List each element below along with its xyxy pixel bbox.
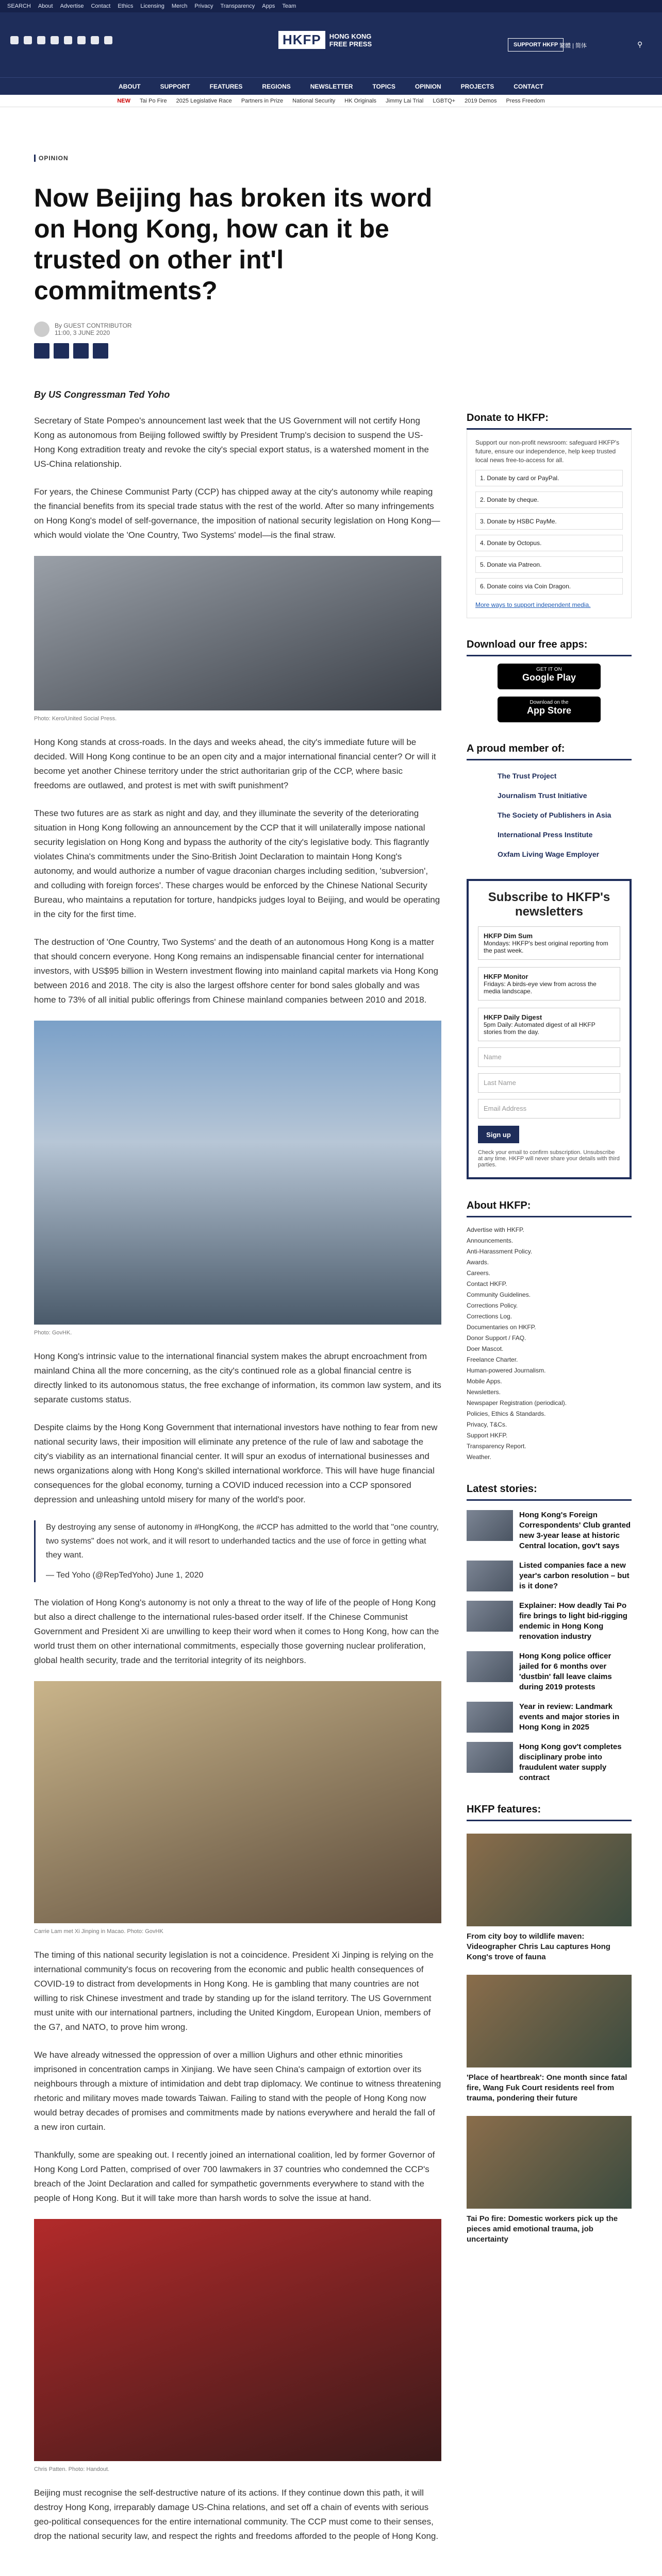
article-photo bbox=[34, 2219, 441, 2472]
nav-item[interactable]: REGIONS bbox=[262, 82, 291, 90]
name-field[interactable]: Name bbox=[478, 1047, 620, 1067]
search-icon[interactable]: ⚲ bbox=[637, 40, 643, 48]
story-title[interactable]: Hong Kong gov't completes disciplinary probe into fraudulent water supply contract bbox=[519, 1742, 622, 1782]
rss-icon[interactable] bbox=[104, 36, 112, 44]
article-photo bbox=[34, 1681, 441, 1935]
youtube-icon[interactable] bbox=[64, 36, 72, 44]
share-buttons bbox=[34, 343, 441, 359]
about-link[interactable]: Careers. bbox=[467, 1269, 491, 1277]
utility-link[interactable]: Advertise bbox=[60, 3, 84, 9]
site-logo[interactable] bbox=[278, 31, 372, 49]
about-link[interactable]: Transparency Report. bbox=[467, 1443, 526, 1450]
story-thumbnail[interactable] bbox=[467, 1702, 513, 1733]
story-title[interactable]: Hong Kong police officer jailed for 6 months over 'dustbin' fall leave claims during 2019 protests bbox=[519, 1652, 612, 1691]
paragraph: The timing of this national security legislation is not a coincidence. President Xi Jinping is relying on the international community's focus on recovering from the economic and public health consequences of COVID-19 to distract from developments in Hong Kong. He is gambling that many countries are not willing to risk Chinese investment and trade by standing up for the island territory. The US Government must unite with our international partners, including the United Kingdom, European Union, members of the G7, and NATO, to prove him wrong. bbox=[34, 1950, 434, 2032]
feature-story[interactable] bbox=[467, 2116, 632, 2245]
donate-intro: Support our non-profit newsroom: safeguard HKFP's future, ensure our independence, help keep trusted local news free-to-access for all. bbox=[475, 439, 620, 464]
topic-link[interactable]: Tai Po Fire bbox=[139, 97, 167, 104]
share-facebook-icon[interactable] bbox=[34, 343, 49, 359]
article-photo bbox=[34, 1021, 441, 1336]
donate-option[interactable]: 1. Donate by card or PayPal. bbox=[475, 470, 623, 486]
article-photo bbox=[34, 556, 441, 722]
google-play-button[interactable]: GET IT ON Google Play bbox=[498, 664, 601, 689]
paragraph: Hong Kong stands at cross-roads. In the days and weeks ahead, the city's immediate future will be decided. Will Hong Kong continue to be an open city and a major international financial center? Or will it become yet another Chinese territory under the strict authoritarian grip of the CCP, where basic freedoms are outlawed, and protest is met with swift punishment? bbox=[34, 737, 436, 790]
utility-link[interactable]: Merch bbox=[171, 3, 188, 9]
about-link[interactable]: Community Guidelines. bbox=[467, 1291, 531, 1298]
logo-text: HONG KONG FREE PRESS bbox=[329, 32, 372, 48]
paragraph: Despite claims by the Hong Kong Government that international investors have nothing to fear from new national security laws, their imposition will eliminate any pretence of the rule of law and sabotage the city's viability as an international financial center. It will spur an exodus of international businesses and news organizations along with Hong Kong's skilled international workforce. This will have huge financial consequences for the global economy, turning a COVID induced recession into a CCP sponsored depression and unleashing untold misery for many of the world's poor. bbox=[34, 1422, 438, 1504]
avatar bbox=[34, 321, 49, 337]
member-logo[interactable]: Journalism Trust Initiative bbox=[498, 791, 587, 800]
story-title[interactable]: Hong Kong's Foreign Correspondents' Club granted new 3-year lease at historic Central location, gov't says bbox=[519, 1511, 631, 1550]
about-link[interactable]: Announcements. bbox=[467, 1237, 514, 1244]
topic-link[interactable]: National Security bbox=[292, 97, 336, 104]
about-link[interactable]: Privacy, T&Cs. bbox=[467, 1421, 507, 1428]
support-button[interactable]: SUPPORT HKFP bbox=[508, 38, 564, 52]
last-name-field[interactable]: Last Name bbox=[478, 1073, 620, 1093]
newsletter-option[interactable]: HKFP Dim Sum Mondays: HKFP's best original reporting from the past week. bbox=[478, 926, 620, 960]
tweet-text: By destroying any sense of autonomy in #HongKong, the #CCP has admitted to the world that "one country, two systems" does not work, and it will resort to underhanded tactics and the use of force in getting what they want. bbox=[46, 1523, 439, 1560]
utility-link[interactable]: Transparency bbox=[220, 3, 255, 9]
about-link[interactable]: Weather. bbox=[467, 1453, 491, 1461]
facebook-icon[interactable] bbox=[24, 36, 32, 44]
utility-link[interactable]: SEARCH bbox=[7, 3, 31, 9]
signup-button[interactable]: Sign up bbox=[478, 1126, 519, 1143]
donate-option[interactable]: 4. Donate by Octopus. bbox=[475, 535, 623, 551]
donate-option[interactable]: 5. Donate via Patreon. bbox=[475, 556, 623, 573]
logo-mark: HKFP bbox=[278, 31, 325, 49]
paragraph: The violation of Hong Kong's autonomy is not only a threat to the way of life of the people of Hong Kong but also a direct challenge to the international rules-based order itself. If the Chinese Communist Government and President Xi are unwilling to keep their word when it comes to Hong Kong, how can the world trust them on other international commitments, especially those governing nuclear proliferation, global health security, trade and the territorial integrity of its neighbors. bbox=[34, 1598, 439, 1665]
story-title[interactable]: Explainer: How deadly Tai Po fire brings to light bid-rigging endemic in Hong Kong renovation industry bbox=[519, 1601, 627, 1641]
nav-item[interactable]: OPINION bbox=[415, 82, 441, 90]
feature-image[interactable] bbox=[467, 2116, 632, 2209]
member-logo[interactable]: Oxfam Living Wage Employer bbox=[498, 850, 600, 858]
nav-item[interactable]: ABOUT bbox=[118, 82, 141, 90]
sidebar bbox=[467, 412, 632, 2245]
nav-item[interactable]: SUPPORT bbox=[160, 82, 190, 90]
topic-link[interactable]: 2025 Legislative Race bbox=[176, 97, 232, 104]
utility-link[interactable]: About bbox=[38, 3, 53, 9]
newsletter-box bbox=[467, 879, 632, 1179]
newsletter-note: Check your email to confirm subscription. Unsubscribe at any time. HKFP will never share your details with third parties. bbox=[478, 1149, 620, 1168]
social-icons bbox=[10, 36, 112, 44]
publish-date: 11:00, 3 JUNE 2020 bbox=[55, 329, 110, 336]
article bbox=[34, 155, 441, 2544]
about-link[interactable]: Contact HKFP. bbox=[467, 1280, 507, 1287]
about-link[interactable]: Support HKFP. bbox=[467, 1432, 508, 1439]
about-link[interactable]: Donor Support / FAQ. bbox=[467, 1334, 526, 1342]
newsletter-option[interactable]: HKFP Monitor Fridays: A birds-eye view from across the media landscape. bbox=[478, 967, 620, 1001]
features-title: HKFP features: bbox=[467, 1804, 632, 1821]
member-logo[interactable]: The Trust Project bbox=[498, 772, 557, 780]
donate-option[interactable]: 6. Donate coins via Coin Dragon. bbox=[475, 578, 623, 595]
about-link[interactable]: Human-powered Journalism. bbox=[467, 1367, 546, 1374]
latest-story[interactable] bbox=[467, 1510, 632, 1551]
feature-title[interactable]: From city boy to wildlife maven: Videographer Chris Lau captures Hong Kong's trove of fauna bbox=[467, 1932, 610, 1961]
feature-story[interactable] bbox=[467, 1975, 632, 2104]
paragraph: We have already witnessed the oppression of over a million Uighurs and other ethnic minorities imprisoned in concentration camps in Xinjiang. We have seen China's campaign of extortion over its neighbours through a mixture of intimidation and debt trap diplomacy. We continue to witness threatening rhetoric and military moves made towards Taiwan. Failing to stand with the people of Hong Kong now would betray decades of promises and commitments made by nations everywhere and herald the fall of a new iron curtain. bbox=[34, 2050, 441, 2132]
latest-story[interactable] bbox=[467, 1651, 632, 1692]
nav-item[interactable]: FEATURES bbox=[209, 82, 243, 90]
latest-story[interactable] bbox=[467, 1561, 632, 1591]
apps-title: Download our free apps: bbox=[467, 639, 632, 656]
story-thumbnail[interactable] bbox=[467, 1651, 513, 1682]
about-link[interactable]: Anti-Harassment Policy. bbox=[467, 1248, 533, 1255]
latest-story[interactable] bbox=[467, 1601, 632, 1642]
utility-link[interactable]: Privacy bbox=[194, 3, 213, 9]
feature-image[interactable] bbox=[467, 1834, 632, 1926]
utility-link[interactable]: Contact bbox=[91, 3, 111, 9]
photo-caption: Photo: GovHK. bbox=[34, 1330, 72, 1336]
instagram-icon[interactable] bbox=[37, 36, 45, 44]
photo-caption: Carrie Lam met Xi Jinping in Macao. Photo: GovHK bbox=[34, 1928, 163, 1935]
topic-link[interactable]: Press Freedom bbox=[506, 97, 545, 104]
latest-story[interactable] bbox=[467, 1742, 632, 1783]
article-category[interactable]: OPINION bbox=[34, 155, 441, 162]
feature-title[interactable]: 'Place of heartbreak': One month since fatal fire, Wang Fuk Court residents reel from trauma, pondering their future bbox=[467, 2073, 627, 2103]
nav-item[interactable]: PROJECTS bbox=[460, 82, 494, 90]
paragraph: Thankfully, some are speaking out. I recently joined an international coalition, led by former Governor of Hong Kong Lord Patten, comprised of over 700 lawmakers in 37 countries who condemned the CCP's breach of the Joint Declaration and called for sympathetic governments everywhere to stand with the people of Hong Kong. But it will take more than harsh words to solve the issue at hand. bbox=[34, 2150, 435, 2203]
nav-item[interactable]: TOPICS bbox=[372, 82, 395, 90]
share-email-icon[interactable] bbox=[93, 343, 108, 359]
main-nav bbox=[0, 77, 662, 95]
topic-nav bbox=[0, 95, 662, 107]
story-thumbnail[interactable] bbox=[467, 1510, 513, 1541]
utility-link[interactable]: Apps bbox=[262, 3, 275, 9]
top-bar bbox=[0, 0, 662, 77]
story-title[interactable]: Year in review: Landmark events and major stories in Hong Kong in 2025 bbox=[519, 1702, 620, 1732]
utility-link[interactable]: Licensing bbox=[140, 3, 164, 9]
member-logo[interactable]: International Press Institute bbox=[498, 831, 593, 839]
about-link[interactable]: Mobile Apps. bbox=[467, 1378, 502, 1385]
linkedin-icon[interactable] bbox=[91, 36, 99, 44]
byline bbox=[34, 321, 441, 337]
threads-icon[interactable] bbox=[51, 36, 59, 44]
feature-title[interactable]: Tai Po fire: Domestic workers pick up the pieces amid emotional trauma, job uncertainty bbox=[467, 2214, 618, 2244]
language-switcher[interactable]: 繁體 | 简体 bbox=[559, 43, 587, 49]
new-badge: NEW bbox=[117, 97, 130, 104]
story-thumbnail[interactable] bbox=[467, 1561, 513, 1591]
utility-links bbox=[0, 0, 662, 12]
app-store-button[interactable]: Download on the App Store bbox=[498, 697, 601, 722]
donate-more-link[interactable]: More ways to support independent media. bbox=[475, 601, 591, 608]
article-title: Now Beijing has broken its word on Hong Kong, how can it be trusted on other int'l commitments? bbox=[34, 183, 433, 305]
donate-option[interactable]: 2. Donate by cheque. bbox=[475, 492, 623, 508]
about-link[interactable]: Awards. bbox=[467, 1259, 489, 1266]
utility-link[interactable]: Ethics bbox=[118, 3, 134, 9]
about-list bbox=[467, 1225, 632, 1463]
share-twitter-icon[interactable] bbox=[54, 343, 69, 359]
paragraph: Beijing must recognise the self-destructive nature of its actions. If they continue down this path, it will destroy Hong Kong, irreparably damage US-China relations, and set off a chain of events with serious geo-political consequences for the entire international community. The CCP must come to their senses, drop the national security law, and respect the rights and freedoms afforded to the people of Hong Kong. bbox=[34, 2488, 439, 2541]
twitter-icon[interactable] bbox=[10, 36, 19, 44]
about-link[interactable]: Freelance Charter. bbox=[467, 1356, 518, 1363]
share-whatsapp-icon[interactable] bbox=[73, 343, 89, 359]
topic-link[interactable]: LGBTQ+ bbox=[433, 97, 456, 104]
paragraph: For years, the Chinese Communist Party (CCP) has chipped away at the city's autonomy while reaping the financial benefits from its special trade status with the rest of the world. After so many infringements on Hong Kong's model of self-governance, the imposition of national security legislation on Hong Kong—which would violate the 'One Country, Two Systems' model—is the final straw. bbox=[34, 487, 440, 540]
paragraph: These two futures are as stark as night and day, and they illuminate the severity of the deteriorating situation in Hong Kong following an announcement by the CCP that it will unilaterally impose national security legislation on Hong Kong and bypass the authority of the city's legislative body. This flagrantly violates China's commitments under the Sino-British Joint Declaration to maintain Hong Kong's autonomy, and would authorize a number of vague draconian charges including sedition, 'subversion', and colluding with foreign forces'. These charges would be enforced by the Chinese National Security Bureau, who maintains a reputation for torture, handpicks judges loyal to Beijing, and would be operating in the city for the first time. bbox=[34, 808, 440, 919]
nav-item[interactable]: NEWSLETTER bbox=[310, 82, 353, 90]
topic-link[interactable]: 2019 Demos bbox=[465, 97, 497, 104]
feature-story[interactable] bbox=[467, 1834, 632, 1962]
about-title: About HKFP: bbox=[467, 1200, 632, 1217]
tweet-signature[interactable]: — Ted Yoho (@RepTedYoho) June 1, 2020 bbox=[46, 1571, 204, 1580]
story-thumbnail[interactable] bbox=[467, 1601, 513, 1632]
member-title: A proud member of: bbox=[467, 743, 632, 760]
author-credit: By US Congressman Ted Yoho bbox=[34, 389, 170, 400]
utility-link[interactable]: Team bbox=[282, 3, 296, 9]
donate-title: Donate to HKFP: bbox=[467, 412, 632, 430]
about-link[interactable]: Doer Mascot. bbox=[467, 1345, 504, 1352]
member-logo[interactable]: The Society of Publishers in Asia bbox=[498, 811, 611, 819]
paragraph: Hong Kong's intrinsic value to the international financial system makes the abrupt encroachment from mainland China all the more concerning, as the city's continued role as a global financial centre is directly linked to its autonomous status, the free exchange of information, its common law system, and its separate customs status. bbox=[34, 1351, 441, 1404]
latest-story[interactable] bbox=[467, 1702, 632, 1733]
donate-box bbox=[467, 430, 632, 618]
donate-option[interactable]: 3. Donate by HSBC PayMe. bbox=[475, 513, 623, 530]
topic-link[interactable]: Jimmy Lai Trial bbox=[386, 97, 424, 104]
nav-item[interactable]: CONTACT bbox=[514, 82, 544, 90]
about-link[interactable]: Corrections Log. bbox=[467, 1313, 512, 1320]
author-label[interactable]: By GUEST CONTRIBUTOR bbox=[55, 322, 132, 329]
story-title[interactable]: Listed companies face a new year's carbon resolution – but is it done? bbox=[519, 1561, 630, 1590]
about-link[interactable]: Newspaper Registration (periodical). bbox=[467, 1399, 567, 1406]
topic-link[interactable]: Partners in Prize bbox=[241, 97, 284, 104]
story-thumbnail[interactable] bbox=[467, 1742, 513, 1773]
paragraph: The destruction of 'One Country, Two Systems' and the death of an autonomous Hong Kong is a matter that should concern everyone. Hong Kong remains an indispensable financial center for international investors, with US$95 billion in Western investment flowing into mainland capital markets via Hong Kong between 2016 and 2018. The city is also the largest offshore center for bond sales globally and was home to 73% of all initial public offerings from Chinese mainland companies between 2010 and 2018. bbox=[34, 937, 438, 1005]
about-link[interactable]: Corrections Policy. bbox=[467, 1302, 518, 1309]
newsletter-option[interactable]: HKFP Daily Digest 5pm Daily: Automated digest of all HKFP stories from the day. bbox=[478, 1008, 620, 1041]
newsletter-title: Subscribe to HKFP's newsletters bbox=[488, 890, 610, 919]
about-link[interactable]: Policies, Ethics & Standards. bbox=[467, 1410, 546, 1417]
about-link[interactable]: Advertise with HKFP. bbox=[467, 1226, 524, 1233]
telegram-icon[interactable] bbox=[77, 36, 86, 44]
latest-title: Latest stories: bbox=[467, 1483, 632, 1501]
photo-caption: Photo: Kero/United Social Press. bbox=[34, 716, 117, 722]
email-field[interactable]: Email Address bbox=[478, 1099, 620, 1118]
embedded-tweet bbox=[34, 1520, 441, 1582]
topic-link[interactable]: HK Originals bbox=[344, 97, 377, 104]
about-link[interactable]: Documentaries on HKFP. bbox=[467, 1324, 536, 1331]
feature-image[interactable] bbox=[467, 1975, 632, 2067]
paragraph: Secretary of State Pompeo's announcement last week that the US Government will not certify Hong Kong as autonomous from Beijing followed swiftly by President Trump's decision to suspend the US-Hong Kong extradition treaty and revoke the city's special export status, is a watershed moment in the US-China relationship. bbox=[34, 416, 429, 469]
member-logos bbox=[467, 772, 632, 858]
photo-caption: Chris Patten. Photo: Handout. bbox=[34, 2466, 110, 2472]
about-link[interactable]: Newsletters. bbox=[467, 1388, 501, 1396]
